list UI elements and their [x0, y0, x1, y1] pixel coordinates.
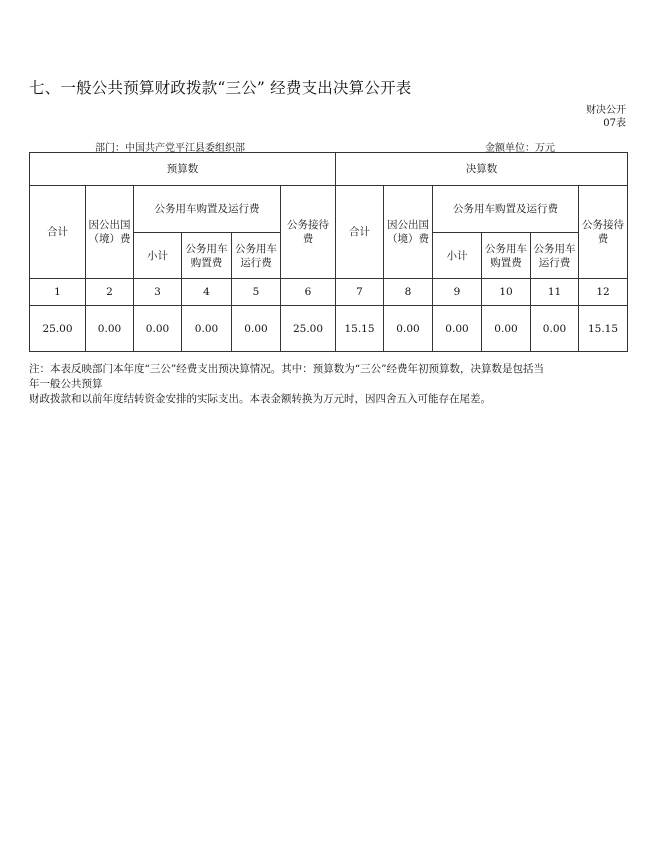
three-public-expenses-table	[29, 152, 628, 352]
header-final-abroad: 因公出国（境）费	[384, 186, 433, 279]
form-code-line1: 财决公开	[586, 105, 626, 116]
note-line: 财政拨款和以前年度结转资金安排的实际支出。本表金额转换为万元时，因四舍五入可能存在尾差。	[29, 393, 491, 405]
department-label: 部门：中国共产党平江县委组织部	[95, 143, 245, 154]
value-cell: 0.00	[482, 306, 531, 352]
value-cell: 0.00	[86, 306, 134, 352]
col-number-cell: 4	[182, 279, 232, 306]
col-number-cell: 9	[433, 279, 482, 306]
note-line: 年一般公共预算	[29, 378, 103, 390]
col-number-cell: 7	[336, 279, 384, 306]
table-note	[29, 362, 629, 407]
header-budget-vehicle-purchase: 公务用车购置费	[182, 233, 232, 279]
col-number-cell: 1	[30, 279, 86, 306]
col-number-cell: 12	[579, 279, 628, 306]
value-cell: 15.15	[336, 306, 384, 352]
col-number-cell: 3	[134, 279, 182, 306]
value-cell: 25.00	[281, 306, 336, 352]
header-budget-vehicle: 公务用车购置及运行费	[134, 186, 281, 233]
header-final-vehicle-operation: 公务用车运行费	[531, 233, 579, 279]
col-number-cell: 6	[281, 279, 336, 306]
col-number-cell: 11	[531, 279, 579, 306]
col-number-cell: 2	[86, 279, 134, 306]
header-budget-total: 合计	[30, 186, 86, 279]
value-cell: 25.00	[30, 306, 86, 352]
value-cell: 0.00	[232, 306, 281, 352]
header-budget-reception: 公务接待费	[281, 186, 336, 279]
value-cell: 0.00	[134, 306, 182, 352]
header-budget-group: 预算数	[30, 153, 336, 186]
value-cell: 0.00	[182, 306, 232, 352]
value-cell: 15.15	[579, 306, 628, 352]
page-title: 七、一般公共预算财政拨款“三公” 经费支出决算公开表	[29, 79, 412, 97]
note-line: 注：本表反映部门本年度“三公”经费支出预决算情况。其中：预算数为“三公”经费年初预算数，决算数是包括当	[29, 363, 544, 375]
header-final-reception: 公务接待费	[579, 186, 628, 279]
header-final-vehicle-purchase: 公务用车购置费	[482, 233, 531, 279]
col-number-cell: 10	[482, 279, 531, 306]
value-cell: 0.00	[433, 306, 482, 352]
form-code-line2: 07表	[603, 118, 626, 129]
header-budget-vehicle-operation: 公务用车运行费	[232, 233, 281, 279]
header-final-subtotal: 小计	[433, 233, 482, 279]
value-cell: 0.00	[384, 306, 433, 352]
header-budget-abroad: 因公出国（境）费	[86, 186, 134, 279]
value-row	[30, 306, 628, 352]
column-number-row	[30, 279, 628, 306]
col-number-cell: 8	[384, 279, 433, 306]
value-cell: 0.00	[531, 306, 579, 352]
header-final-group: 决算数	[336, 153, 628, 186]
header-budget-subtotal: 小计	[134, 233, 182, 279]
header-row-groups	[30, 153, 628, 186]
col-number-cell: 5	[232, 279, 281, 306]
header-row-categories	[30, 186, 628, 233]
unit-label: 金额单位：万元	[485, 143, 555, 154]
form-code	[586, 104, 626, 130]
header-final-total: 合计	[336, 186, 384, 279]
header-final-vehicle: 公务用车购置及运行费	[433, 186, 579, 233]
